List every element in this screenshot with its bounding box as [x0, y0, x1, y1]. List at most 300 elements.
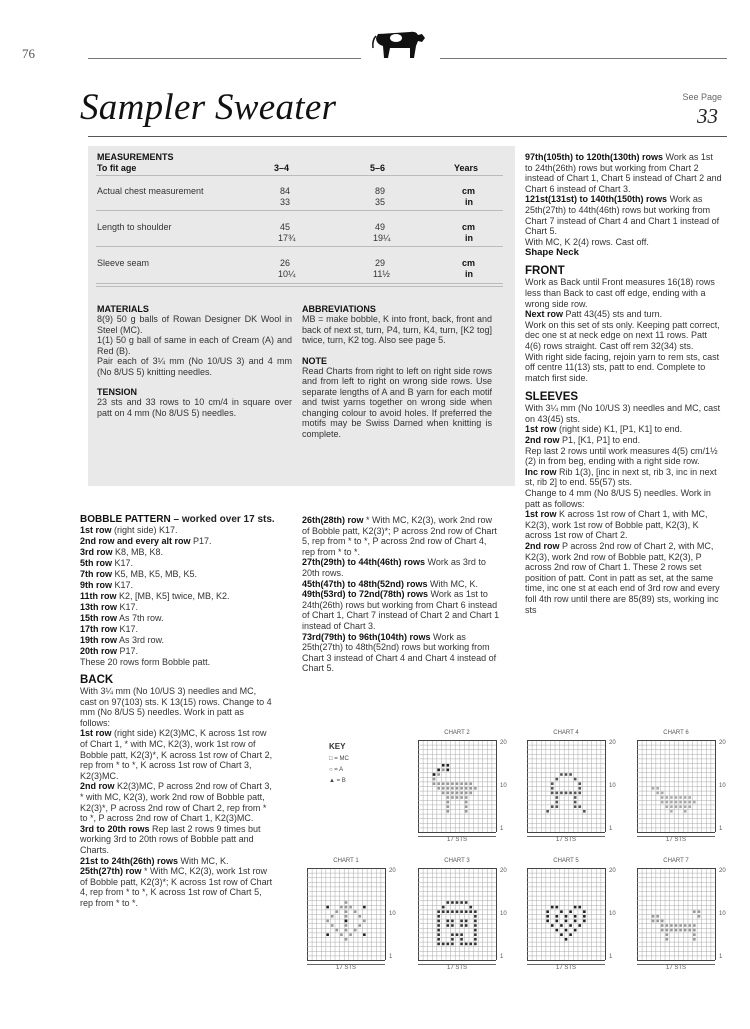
chart-stitch	[451, 933, 454, 936]
pattern-row-text: K17.	[112, 580, 134, 590]
measure-unit: in	[465, 197, 473, 207]
chart-stitch	[447, 924, 450, 927]
chart-stitch	[433, 778, 436, 781]
chart-row-number: 20	[609, 868, 616, 874]
pattern-row-text: P17.	[190, 536, 212, 546]
knitting-chart	[307, 858, 399, 982]
pattern-paragraph	[525, 320, 722, 352]
knitting-chart	[418, 730, 510, 854]
chart-stitch	[556, 805, 559, 808]
chart-stitch	[442, 782, 445, 785]
chart-grid	[637, 868, 716, 961]
pattern-paragraph	[80, 657, 275, 668]
chart-stitch	[693, 929, 696, 932]
measure-value: 45	[280, 222, 291, 232]
pattern-row-label: 121st(131st) to 140th(150th) rows	[525, 194, 668, 205]
chart-stitch	[474, 920, 477, 923]
chart-stitch	[652, 787, 655, 790]
chart-stitch	[583, 920, 586, 923]
chart-stitch	[670, 924, 673, 927]
chart-stitch	[456, 787, 459, 790]
chart-stitch	[469, 787, 472, 790]
chart-stitch	[437, 943, 440, 946]
chart-stitch	[578, 906, 581, 909]
pattern-row-label: 19th row	[80, 635, 118, 645]
chart-stitch	[437, 910, 440, 913]
pattern-paragraph	[80, 547, 275, 558]
chart-stitch	[693, 910, 696, 913]
chart-stitch	[460, 933, 463, 936]
chart-stitch	[437, 782, 440, 785]
chart-stitch	[574, 805, 577, 808]
pattern-row-text: With 3¼ mm (No 10/US 3) needles and MC, cast on 43(45) sts.	[525, 403, 721, 424]
chart-stitch	[447, 787, 450, 790]
chart-stitch	[437, 924, 440, 927]
chart-stitch	[661, 920, 664, 923]
chart-stitch	[437, 920, 440, 923]
chart-stitch	[666, 933, 669, 936]
chart-stitch	[345, 929, 348, 932]
chart-stitch	[666, 938, 669, 941]
chart-stitch	[684, 810, 687, 813]
chart-stitch	[447, 801, 450, 804]
chart-title: CHART 5	[553, 858, 579, 864]
chart-stitch	[465, 796, 468, 799]
measure-unit: in	[465, 269, 473, 279]
chart-stitch	[442, 792, 445, 795]
chart-row-number: 1	[500, 954, 504, 960]
pattern-row-label: 2nd row	[525, 541, 560, 551]
chart-stitch	[460, 787, 463, 790]
pattern-row-text: Work as Back until Front measures 16(18) rows less than Back to cast off edge, ending with a wrong side row.	[525, 277, 715, 309]
chart-stitch	[679, 796, 682, 799]
chart-stitch	[556, 915, 559, 918]
chart-stitch	[437, 929, 440, 932]
chart-stitch	[460, 938, 463, 941]
pattern-row-text: (right side) K17.	[111, 525, 178, 535]
chart-stitch	[460, 920, 463, 923]
chart-stitch	[556, 796, 559, 799]
chart-stitch	[460, 796, 463, 799]
chart-stitch	[437, 915, 440, 918]
size-1-header: 3–4	[274, 163, 290, 173]
chart-row-number: 10	[719, 783, 726, 789]
chart-stitch	[693, 801, 696, 804]
measure-value: 29	[375, 258, 386, 268]
pattern-paragraph	[302, 589, 500, 631]
pattern-paragraph	[525, 467, 722, 488]
chart-stitch	[583, 915, 586, 918]
title-rule	[88, 136, 727, 137]
chart-stitch	[688, 924, 691, 927]
chart-stitch	[447, 792, 450, 795]
pattern-row-text: K2, [MB, K5] twice, MB, K2.	[116, 591, 230, 601]
materials-heading: MATERIALS	[97, 304, 149, 314]
pattern-paragraph	[80, 686, 275, 728]
pattern-paragraph	[80, 824, 275, 856]
divider	[96, 283, 503, 284]
chart-stitch	[684, 805, 687, 808]
chart-stitch	[451, 943, 454, 946]
chart-stitch-count: 17 STS	[637, 964, 715, 971]
pattern-row-text: P1, [K1, P1] to end.	[559, 435, 641, 446]
pattern-row-label: 25th(27th) row	[80, 866, 142, 877]
chart-stitch	[560, 773, 563, 776]
chart-stitch	[433, 782, 436, 785]
pattern-row-label: 15th row	[80, 613, 118, 623]
pattern-row-label: 20th row	[80, 646, 118, 656]
chart-stitch	[574, 929, 577, 932]
chart-stitch	[442, 787, 445, 790]
pattern-paragraph	[525, 237, 722, 248]
chart-row-number: 10	[389, 911, 396, 917]
chart-row-number: 10	[500, 783, 507, 789]
chart-stitch	[447, 769, 450, 772]
chart-stitch	[565, 929, 568, 932]
pattern-paragraph	[302, 515, 500, 557]
chart-stitch	[465, 910, 468, 913]
chart-stitch	[661, 924, 664, 927]
chart-stitch	[652, 920, 655, 923]
chart-row-number: 20	[719, 868, 726, 874]
chart-stitch	[442, 943, 445, 946]
page-title: Sampler Sweater	[80, 87, 337, 128]
pattern-row-label: 13th row	[80, 602, 118, 612]
pattern-row-text: * With MC, K2(3), work 2nd row of Bobble patt, K2(3)*; P across 2nd row of Chart 5, rep from * to *, P across 2nd row of Chart 4, rep from * to *.	[302, 515, 497, 557]
chart-stitch	[474, 910, 477, 913]
measure-unit: cm	[462, 258, 476, 268]
chart-stitch	[469, 782, 472, 785]
chart-stitch	[442, 910, 445, 913]
chart-stitch	[661, 792, 664, 795]
key-heading: KEY	[329, 742, 346, 751]
chart-stitch	[688, 929, 691, 932]
chart-stitch	[675, 796, 678, 799]
chart-stitch	[670, 929, 673, 932]
pattern-row-text: Work as 1st to 24th(26th) rows but working from Chart 2 instead of Chart 1, Chart 5 instead of Chart 2 and Chart 6 instead of Chart 3.	[525, 152, 722, 194]
chart-stitch	[583, 810, 586, 813]
measure-value: 26	[280, 258, 291, 268]
chart-stitch	[465, 782, 468, 785]
pattern-row-text: Work as 25th(27th) to 44th(46th) rows but working from Chart 7 instead of Chart 4 and Chart 1 instead of Chart 5.	[525, 194, 720, 237]
chart-stitch	[693, 924, 696, 927]
measure-value: 33	[280, 197, 291, 207]
chart-stitch	[675, 929, 678, 932]
pattern-paragraph	[302, 579, 500, 590]
chart-stitch	[474, 787, 477, 790]
chart-stitch	[451, 938, 454, 941]
pattern-paragraph	[525, 446, 722, 467]
chart-stitch	[679, 801, 682, 804]
chart-stitch	[326, 920, 329, 923]
chart-stitch-count: 17 STS	[307, 964, 385, 971]
pattern-row-text: With right side facing, rejoin yarn to rem sts, cast off centre 11(13) sts, patt to end. Complete to match first side.	[525, 351, 720, 383]
knitting-chart	[527, 858, 619, 982]
pattern-row-text: Patt 43(45) sts and turn.	[563, 309, 663, 320]
chart-stitch	[474, 915, 477, 918]
chart-stitch	[666, 805, 669, 808]
pattern-paragraph	[80, 646, 275, 657]
chart-stitch	[551, 792, 554, 795]
chart-row-number: 1	[719, 826, 723, 832]
pattern-row-text: Work as 1st to 24th(26th) rows but working from Chart 6 instead of Chart 1, Chart 7 instead of Chart 2 and Chart 1 instead of Chart 3.	[302, 589, 500, 631]
measure-value: 35	[375, 197, 386, 207]
measure-unit: in	[465, 233, 473, 243]
pattern-row-label: 3rd row	[80, 547, 113, 557]
chart-stitch	[456, 910, 459, 913]
chart-stitch	[684, 801, 687, 804]
pattern-paragraph	[80, 558, 275, 569]
chart-stitch	[693, 938, 696, 941]
pattern-paragraph	[80, 525, 275, 536]
chart-stitch	[451, 782, 454, 785]
chart-stitch	[474, 933, 477, 936]
measure-value: 11½	[373, 269, 390, 279]
pattern-row-text: K17.	[117, 602, 139, 612]
chart-stitch	[578, 792, 581, 795]
knitting-chart	[637, 730, 729, 854]
chart-title: CHART 6	[663, 730, 689, 736]
measure-label: Length to shoulder	[97, 222, 172, 232]
measure-value: 49	[375, 222, 386, 232]
chart-stitch	[465, 920, 468, 923]
measure-unit: cm	[462, 186, 476, 196]
chart-stitch	[565, 792, 568, 795]
right-column	[525, 152, 722, 615]
chart-stitch	[456, 933, 459, 936]
key-symbol: ○	[329, 767, 333, 773]
chart-stitch	[451, 792, 454, 795]
key-item: ▲ = B	[329, 778, 346, 784]
key-item: □ = MC	[329, 756, 349, 762]
measure-value: 84	[280, 186, 291, 196]
chart-stitch	[451, 901, 454, 904]
chart-stitch	[556, 801, 559, 804]
key-item: ○ = A	[329, 767, 344, 773]
chart-stitch	[569, 924, 572, 927]
materials-line: 8(9) 50 g balls of Rowan Designer DK Wool in Steel (MC).	[97, 314, 292, 335]
chart-stitch	[345, 901, 348, 904]
chart-stitch	[670, 796, 673, 799]
chart-stitch	[469, 906, 472, 909]
pattern-paragraph	[80, 635, 275, 646]
pattern-row-text: Work as 3rd to 20th rows.	[302, 557, 486, 578]
chart-stitch	[684, 796, 687, 799]
chart-stitch	[569, 773, 572, 776]
chart-stitch	[447, 920, 450, 923]
chart-stitch	[556, 920, 559, 923]
chart-stitch	[331, 915, 334, 918]
key-symbol: □	[329, 756, 333, 762]
key-symbol: ▲	[329, 778, 335, 784]
chart-row-number: 20	[500, 740, 507, 746]
pattern-paragraph	[525, 424, 722, 435]
chart-row-number: 1	[609, 826, 613, 832]
front-heading: FRONT	[525, 265, 565, 278]
pattern-row-label: 97th(105th) to 120th(130th) rows	[525, 152, 664, 162]
chart-stitch	[556, 906, 559, 909]
chart-stitch	[652, 915, 655, 918]
knitting-chart	[527, 730, 619, 854]
back-continued	[302, 515, 500, 674]
chart-title: CHART 7	[663, 858, 689, 864]
divider	[96, 246, 503, 247]
chart-stitch	[675, 924, 678, 927]
pattern-row-text: With MC, K.	[178, 855, 229, 866]
chart-row-number: 10	[609, 783, 616, 789]
pattern-paragraph	[302, 557, 500, 578]
pattern-paragraph	[80, 613, 275, 624]
pattern-row-text: These 20 rows form Bobble patt.	[80, 657, 211, 667]
pattern-row-label: Next row	[525, 309, 564, 320]
chart-grid	[418, 868, 497, 961]
chart-stitch	[574, 801, 577, 804]
chart-stitch	[656, 915, 659, 918]
chart-stitch	[569, 792, 572, 795]
pattern-paragraph	[525, 509, 722, 541]
chart-stitch	[363, 933, 366, 936]
info-box	[88, 146, 515, 486]
pattern-row-label: 7th row	[80, 569, 113, 579]
chart-stitch	[460, 943, 463, 946]
pattern-row-text: Change to 4 mm (No 8/US 5) needles. Work in patt as follows:	[525, 488, 711, 509]
pattern-paragraph	[525, 435, 722, 446]
pattern-row-label: 2nd row	[525, 435, 560, 446]
pattern-row-text: Rep last 2 rows 9 times but working 3rd to 20th rows of Bobble patt and Charts.	[80, 823, 261, 855]
chart-stitch	[465, 924, 468, 927]
chart-stitch	[469, 943, 472, 946]
chart-stitch	[336, 910, 339, 913]
header-rule-left	[88, 58, 361, 59]
pattern-row-label: Inc row	[525, 466, 557, 477]
chart-row-number: 10	[500, 911, 507, 917]
bobble-heading: BOBBLE PATTERN	[80, 514, 171, 525]
chart-stitch	[574, 920, 577, 923]
pattern-row-text: Work as 25th(27th) to 48th(52nd) rows but working from Chart 3 instead of Chart 4 and Chart 4 instead of Chart 5.	[302, 631, 497, 674]
chart-stitch	[574, 906, 577, 909]
knitting-chart	[637, 858, 729, 982]
chart-stitch	[551, 906, 554, 909]
chart-stitch	[565, 773, 568, 776]
chart-stitch	[336, 929, 339, 932]
chart-stitch-count: 17 STS	[418, 964, 496, 971]
pattern-paragraph	[80, 580, 275, 591]
chart-stitch	[556, 778, 559, 781]
chart-stitch	[442, 906, 445, 909]
chart-stitch	[688, 805, 691, 808]
chart-stitch	[546, 915, 549, 918]
pattern-row-label: 21st to 24th(26th) rows	[80, 855, 179, 866]
chart-stitch	[551, 805, 554, 808]
chart-stitch	[560, 792, 563, 795]
chart-stitch	[433, 773, 436, 776]
chart-stitch	[679, 929, 682, 932]
pattern-row-text: P17.	[117, 646, 139, 656]
chart-stitch	[465, 801, 468, 804]
pattern-row-label: 2nd row and every alt row	[80, 536, 191, 546]
pattern-paragraph	[80, 536, 275, 547]
chart-stitch	[460, 924, 463, 927]
chart-stitch	[656, 787, 659, 790]
pattern-row-label: 3rd to 20th rows	[80, 823, 150, 834]
chart-stitch	[578, 924, 581, 927]
years-header: Years	[454, 163, 479, 173]
chart-stitch	[551, 787, 554, 790]
chart-stitch	[363, 906, 366, 909]
chart-stitch	[465, 792, 468, 795]
chart-stitch	[556, 792, 559, 795]
pattern-row-label: 9th row	[80, 580, 113, 590]
chart-stitch	[442, 764, 445, 767]
measure-value: 17¾	[278, 233, 296, 243]
pattern-row-label: 49th(53rd) to 72nd(78th) rows	[302, 589, 429, 600]
chart-stitch	[345, 920, 348, 923]
chart-stitch	[661, 929, 664, 932]
chart-stitch-count: 17 STS	[637, 836, 715, 843]
pattern-row-text: As 7th row.	[117, 613, 164, 623]
note-heading: NOTE	[302, 355, 328, 366]
measure-value: 89	[375, 186, 386, 196]
chart-key	[329, 742, 349, 787]
chart-stitch	[345, 938, 348, 941]
chart-stitch	[583, 910, 586, 913]
abbreviations-heading: ABBREVIATIONS	[302, 304, 376, 314]
pattern-row-label: 45th(47th) to 48th(52nd) rows	[302, 578, 428, 589]
chart-stitch	[556, 929, 559, 932]
tension-text: 23 sts and 33 rows to 10 cm/4 in square over patt on 4 mm (No 8/US 5) needles.	[97, 397, 292, 418]
chart-stitch	[326, 933, 329, 936]
chart-stitch	[688, 796, 691, 799]
chart-stitch	[546, 920, 549, 923]
chart-stitch	[688, 801, 691, 804]
pattern-row-text: K across 1st row of Chart 1, with MC, K2(3), work 1st row of Bobble patt, K2(3), K across 1st row of Chart 2.	[525, 509, 708, 541]
chart-stitch	[442, 769, 445, 772]
bobble-section	[80, 514, 275, 908]
chart-stitch	[684, 924, 687, 927]
chart-stitch	[451, 787, 454, 790]
chart-stitch	[670, 810, 673, 813]
chart-row-number: 20	[609, 740, 616, 746]
chart-row-number: 1	[389, 954, 393, 960]
chart-stitch	[698, 910, 701, 913]
chart-stitch	[331, 924, 334, 927]
chart-row-number: 20	[719, 740, 726, 746]
divider	[96, 210, 503, 211]
chart-stitch	[460, 782, 463, 785]
chart-stitch	[679, 805, 682, 808]
pattern-paragraph	[302, 632, 500, 674]
chart-stitch	[661, 796, 664, 799]
pattern-paragraph	[525, 277, 722, 309]
pattern-paragraph	[80, 781, 275, 823]
pattern-paragraph	[80, 624, 275, 635]
chart-stitch	[345, 915, 348, 918]
chart-stitch	[437, 933, 440, 936]
chart-stitch	[447, 782, 450, 785]
bobble-heading-suffix: – worked over 17 sts.	[170, 514, 275, 525]
pattern-row-text: Rep last 2 rows until work measures 4(5) cm/1½ (2) in from beg, ending with a right side row.	[525, 445, 718, 467]
chart-stitch	[451, 924, 454, 927]
chart-title: CHART 2	[444, 730, 470, 736]
measure-value: 19¼	[373, 233, 391, 243]
chart-stitch	[474, 924, 477, 927]
cow-icon	[370, 26, 428, 65]
chart-stitch	[469, 792, 472, 795]
chart-stitch	[345, 906, 348, 909]
measure-value: 10¼	[278, 269, 296, 279]
pattern-row-text: With MC, K 2(4) rows. Cast off.	[525, 236, 649, 247]
chart-stitch	[349, 933, 352, 936]
